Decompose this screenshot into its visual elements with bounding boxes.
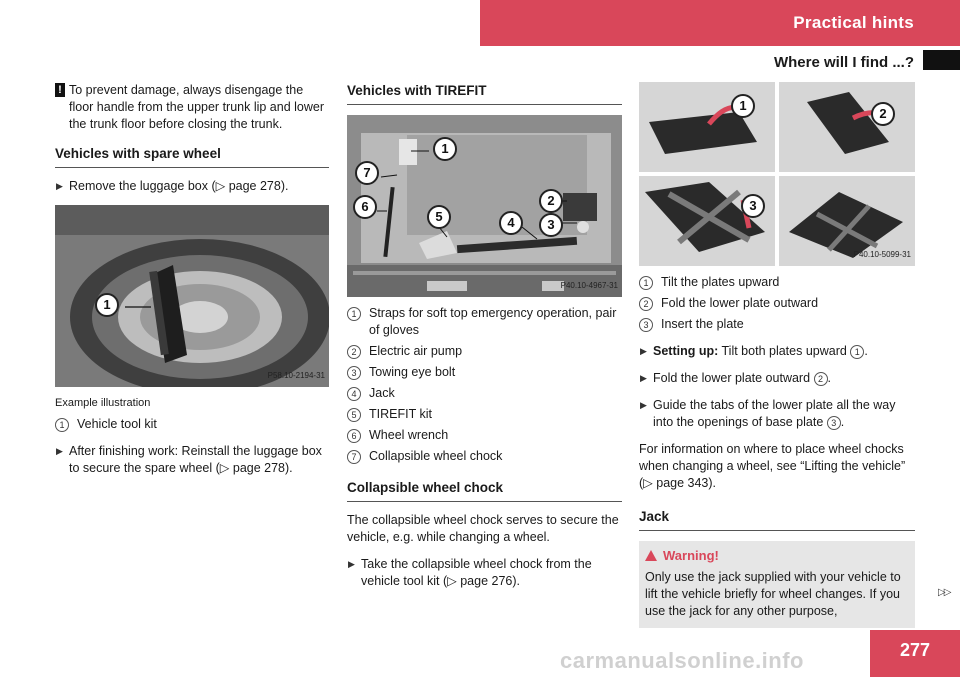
legend-item (347, 343, 622, 360)
exclamation-icon: ! (55, 83, 65, 97)
photo-reference: P40.10-4967-31 (560, 281, 618, 290)
callout-2: 2 (539, 189, 563, 213)
trunk-illustration (347, 115, 622, 297)
step-ref-number: 3 (827, 416, 841, 430)
wheel-chock-info-paragraph: For information on where to place wheel chocks when changing a wheel, see “Lifting the vehicle” (▷ page 343). (639, 442, 906, 490)
callout-6: 6 (353, 195, 377, 219)
legend-item (347, 427, 622, 444)
callout-4: 4 (499, 211, 523, 235)
heading-tirefit: Vehicles with TIREFIT (347, 82, 622, 105)
step-setting-up: ▶ Setting up: Tilt both plates upward 1 . (640, 344, 868, 358)
callout-1: 1 (433, 137, 457, 161)
legend-number: 2 (347, 345, 361, 359)
wheel-chock-paragraph: The collapsible wheel chock serves to secure the vehicle, e.g. while changing a wheel. (347, 513, 619, 544)
legend-text: Collapsible wheel chock (369, 449, 503, 463)
legend-text: TIREFIT kit (369, 407, 432, 421)
photo-caption: Example illustration (55, 397, 151, 409)
legend-text: Insert the plate (661, 317, 744, 331)
legend-text: Fold the lower plate outward (661, 296, 819, 310)
legend-item (347, 406, 622, 423)
step-label: Setting up: (653, 344, 719, 358)
step-arrow-icon: ▶ (640, 346, 647, 356)
legend-list (55, 416, 329, 433)
legend-text: Tilt the plates upward (661, 275, 780, 289)
step-arrow-icon: ▶ (348, 559, 355, 569)
legend-item (639, 316, 915, 333)
legend-number: 3 (347, 366, 361, 380)
heading-jack: Jack (639, 508, 915, 531)
step-arrow-icon: ▶ (640, 400, 647, 410)
spare-wheel-photo (55, 205, 329, 387)
photo-reference: P58.10-2194-31 (267, 371, 325, 380)
step-text: Fold the lower plate outward (653, 371, 811, 385)
page-subtitle: Where will I find ...? (773, 54, 914, 71)
step-ref-number: 2 (814, 372, 828, 386)
callout-3: 3 (741, 194, 765, 218)
legend-number: 4 (347, 387, 361, 401)
watermark: carmanualsonline.info (560, 648, 804, 673)
photo-reference: P40.10-5099-31 (853, 250, 911, 259)
callout-1: 1 (731, 94, 755, 118)
spare-wheel-illustration (55, 205, 329, 387)
step-remove-luggage-box (55, 178, 329, 195)
legend-item (639, 274, 915, 291)
trunk-photo (347, 115, 622, 297)
page-number: 277 (899, 640, 931, 660)
legend-number: 1 (639, 276, 653, 290)
step-arrow-icon: ▶ (640, 373, 647, 383)
heading-spare-wheel: Vehicles with spare wheel (55, 145, 329, 168)
step-text: Guide the tabs of the lower plate all the way into the openings of base plate (653, 398, 896, 429)
legend-number: 5 (347, 408, 361, 422)
legend-text: Towing eye bolt (369, 365, 456, 379)
damage-notice (55, 82, 329, 133)
legend-text: Straps for soft top emergency operation, pair of gloves (369, 306, 617, 337)
legend-text: Jack (369, 386, 395, 400)
notice-text: To prevent damage, always disengage the floor handle from the upper trunk lip and lower the trunk floor before closing the trunk. (69, 83, 325, 131)
step-fold-plate: ▶ Fold the lower plate outward 2 . (640, 371, 831, 385)
step-text: Tilt both plates upward (721, 344, 847, 358)
warning-title (645, 547, 909, 564)
legend-list (639, 274, 915, 333)
column-2 (347, 82, 622, 600)
step-reinstall-luggage-box (55, 443, 329, 477)
wheel-chock-photos (639, 82, 915, 266)
step-arrow-icon: ▶ (56, 181, 63, 191)
header-bar (480, 0, 960, 46)
callout-1: 1 (95, 293, 119, 317)
step-guide-tabs: ▶ Guide the tabs of the lower plate all the way into the openings of base plate 3 . (640, 398, 896, 429)
callout-3: 3 (539, 213, 563, 237)
legend-item (347, 364, 622, 381)
step-text: Remove the luggage box (▷ page 278). (69, 179, 289, 193)
step-ref-number: 1 (850, 345, 864, 359)
legend-number: 7 (347, 450, 361, 464)
step-take-wheel-chock (347, 556, 622, 590)
column-1 (55, 82, 329, 487)
step-text: Take the collapsible wheel chock from the vehicle tool kit (▷ page 276). (361, 557, 592, 588)
legend-list (347, 305, 622, 465)
legend-number: 1 (347, 307, 361, 321)
warning-text: Only use the jack supplied with your vehicle to lift the vehicle briefly for wheel changes. If you use the jack for any other purpose, (645, 570, 901, 618)
step-arrow-icon: ▶ (56, 446, 63, 456)
callout-2: 2 (871, 102, 895, 126)
page-number-box (870, 630, 960, 677)
legend-number: 1 (55, 418, 69, 432)
legend-item (347, 305, 622, 339)
legend-text: Vehicle tool kit (77, 417, 157, 431)
legend-text: Electric air pump (369, 344, 463, 358)
section-title: Practical hints (793, 13, 914, 32)
legend-number: 6 (347, 429, 361, 443)
legend-item (347, 385, 622, 402)
column-3 (639, 82, 915, 628)
legend-item (639, 295, 915, 312)
continue-marker: ▷▷ (938, 587, 950, 598)
subtitle-tab (923, 50, 960, 70)
warning-icon (645, 550, 657, 561)
step-text: After finishing work: Reinstall the luggage box to secure the spare wheel (▷ page 278). (69, 444, 322, 475)
callout-7: 7 (355, 161, 379, 185)
legend-number: 2 (639, 297, 653, 311)
callout-5: 5 (427, 205, 451, 229)
heading-wheel-chock: Collapsible wheel chock (347, 479, 622, 502)
legend-number: 3 (639, 318, 653, 332)
legend-text: Wheel wrench (369, 428, 449, 442)
legend-item (347, 448, 622, 465)
warning-title-text: Warning! (663, 548, 719, 563)
warning-box (639, 541, 915, 628)
legend-item (55, 416, 329, 433)
